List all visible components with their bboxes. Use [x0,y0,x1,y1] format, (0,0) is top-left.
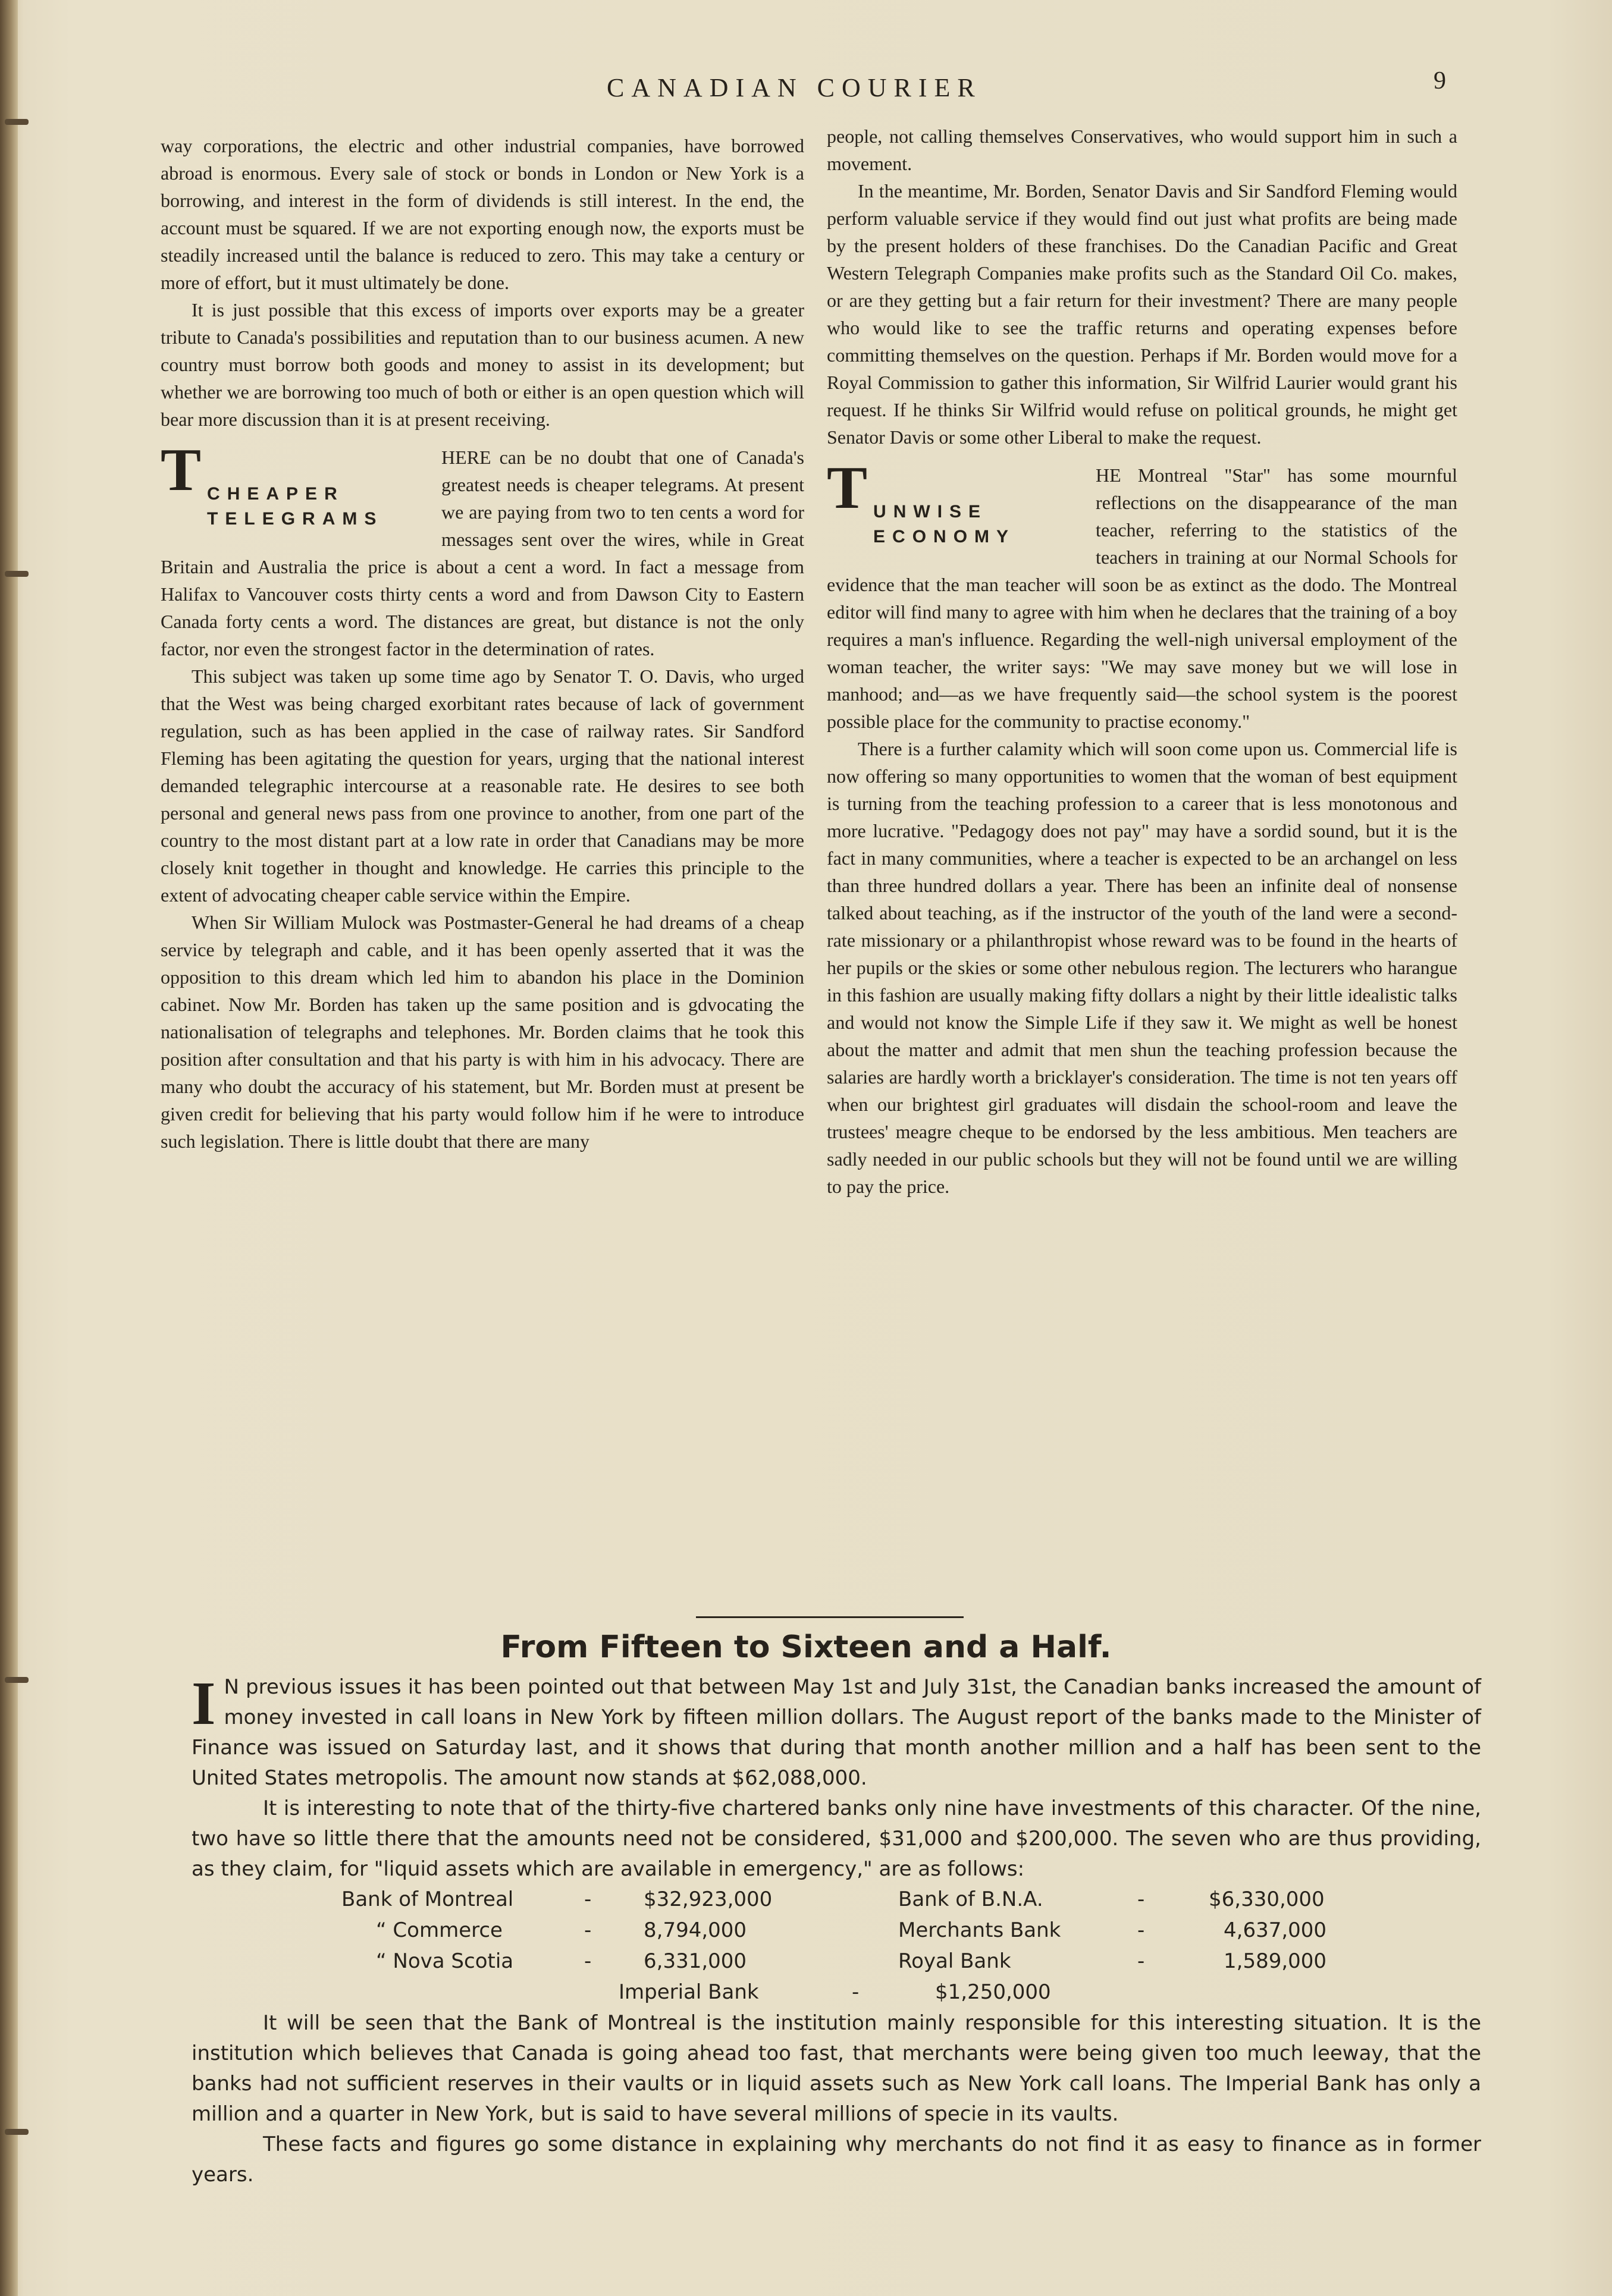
paragraph: It will be seen that the Bank of Montreal is the institution mainly responsible for this interesting situation. It is the institution which believes that Canada is going ahead too fast, that merchants were being given too much leeway, that the banks had not sufficient reserves in their vaults or in liquid assets such as New York call loans. The Imperial Bank has only a million and a quarter in New York, but is said to have several millions of specie in its vaults. [192,2011,1481,2126]
bank-name: Merchants Bank [898,1918,1061,1942]
binding-edge [0,0,18,2296]
paragraph: people, not calling themselves Conservatives, who would support him in such a movement. [827,125,1457,174]
bank-amount: 1,589,000 [1224,1949,1327,1973]
drop-cap: I [192,1669,216,1738]
bank-dash: - [852,1980,860,2004]
publication-title: CANADIAN COURIER [607,73,982,102]
paragraph: way corporations, the electric and other industrial companies, have borrowed abroad is enormous. Every sale of stock or bonds in London or New York is a borrowing, and interest in the form of dividends is still interest. In the end, the account must be squared. If we are not exporting enough now, the exports must be steadily increased until the balance is reduced to zero. This may take a century or more of effort, but it must ultimately be done. [161,135,804,293]
paragraph: In the meantime, Mr. Borden, Senator Davis and Sir Sandford Fleming would perform valuable service if they would find out just what profits are being made by the present holders of these franchises. Do the Canadian Pacific and Great Western Telegraph Companies make profits such as the Standard Oil Co. makes, or are they getting but a fair return for their investment? There are many people who would like to see the traffic returns and operating expenses before committing themselves on the question. Perhaps if Mr. Borden would move for a Royal Commission to gather this information, Sir Wilfrid Laurier would grant his request. If he thinks Sir Wilfrid would refuse on political grounds, he might get Senator Davis or some other Liberal to make the request. [827,180,1457,448]
bank-dash: - [584,1887,592,1911]
bank-dash: - [1137,1918,1145,1942]
bank-dash: - [584,1918,592,1942]
paragraph: It is just possible that this excess of imports over exports may be a greater tribute to Canada's possibilities and reputation than to our business acumen. A new country must borrow both goods and money to assist in its development; but whether we are borrowing too much of both or either is an open question which will bear more discussion than it is at present receiving. [161,299,804,430]
bank-name: Bank of Montreal [341,1887,514,1911]
bank-name: Royal Bank [898,1949,1011,1973]
bank-amount: $1,250,000 [935,1980,1051,2004]
bank-amount: $32,923,000 [644,1887,773,1911]
bank-table [192,1884,1481,2008]
paragraph: It is interesting to note that of the thirty-five chartered banks only nine have investments of this character. Of the nine, two have so little there that the amounts need not be considered, $31,000 and $200,000. The seven who are thus providing, as they claim, for "liquid assets which are available in emergency," are as follows: [192,1796,1481,1881]
feature-title: From Fifteen to Sixteen and a Half. [500,1629,1112,1665]
paragraph: N previous issues it has been pointed out that between May 1st and July 31st, the Canadian banks increased the amount of money invested in call loans in New York by fifteen million dollars. The August report of the banks made to the Minister of Finance was issued on Saturday last, and it shows that during that month another million and a half has been sent to the United States metropolis. The amount now stands at $62,088,000. [192,1675,1481,1790]
binding-mark [5,1677,29,1683]
bank-dash: - [584,1949,592,1973]
binding-mark [5,571,29,577]
page-number: 9 [1434,67,1446,95]
paragraph: HE Montreal "Star" has some mournful reflections on the disappearance of the man teacher, referring to the statistics of the teachers in training at our Normal Schools for evidence that the man teacher will soon be as extinct as the dodo. The Montreal editor will find many to agree with him when he declares that the training of a boy requires a man's influence. Regarding the well-nigh universal employment of the woman teacher, the writer says: "We may save money but we will lose in manhood; and—as we have frequently said—the school system is the poorest possible place for the community to practise economy." [827,464,1457,732]
bank-dash: - [1137,1949,1145,1973]
binding-mark [5,119,29,125]
bank-name: Imperial Bank [619,1980,759,2004]
right-column [827,123,1457,1200]
bank-name: “ Commerce [376,1918,503,1942]
bank-amount: 6,331,000 [644,1949,747,1973]
paragraph: HERE can be no doubt that one of Canada's greatest needs is cheaper telegrams. At present we are paying from two to ten cents a word for messages sent over the wires, while in Great Britain and Australia the price is about a cent a word. In fact a message from Halifax to Vancouver costs thirty cents a word and from Dawson City to Eastern Canada forty cents a word. The distances are great, but distance is not the only factor, nor even the strongest factor in the determination of rates. [161,447,804,659]
drop-cap: T [827,454,868,522]
bank-name: Bank of B.N.A. [898,1887,1043,1911]
bank-name: “ Nova Scotia [376,1949,514,1973]
paragraph: When Sir William Mulock was Postmaster-General he had dreams of a cheap service by telegraph and cable, and it has been openly asserted that it was the opposition to this dream which led him to abandon his place in the Dominion cabinet. Now Mr. Borden has taken up the same position and is gdvocating the nationalisation of telegraphs and telephones. Mr. Borden claims that he took this position after consultation and that his party is with him in his advocacy. There are many who doubt the accuracy of his statement, but Mr. Borden must at present be given credit for believing that his party would follow him if he were to introduce such legislation. There is little doubt that there are many [161,912,804,1152]
bank-amount: $6,330,000 [1209,1887,1325,1911]
section-heading: UNWISE ECONOMY [873,502,1016,546]
section-heading: CHEAPER TELEGRAMS [207,484,384,529]
paragraph: There is a further calamity which will soon come upon us. Commercial life is now offering so many opportunities to women that the woman of best equipment is turning from the teaching profession to a career that is less monotonous and more lucrative. "Pedagogy does not pay" may have a sordid sound, but it is the fact in many communities, where a teacher is expected to be an archangel on less than three hundred dollars a year. There has been an infinite deal of nonsense talked about teaching, as if the instructor of the youth of the land were a second-rate missionary or a philanthropist whose reward was to be found in the hearts of her pupils or the skies or some other nebulous region. The lecturers who harangue in this fashion are usually making fifty dollars a night by their little idealistic talks and would not know the Simple Life if they saw it. We might as well be honest about the matter and admit that men shun the teaching profession because the salaries are hardly worth a bricklayer's consideration. The time is not ten years off when our brightest girl graduates will disdain the school-room and leave the trustees' meagre cheque to be endorsed by the less ambitious. Men teachers are sadly needed in our public schools but they will not be found until we are willing to pay the price. [827,738,1457,1197]
divider-rule [696,1616,964,1618]
bank-amount: 8,794,000 [644,1918,747,1942]
paragraph: This subject was taken up some time ago by Senator T. O. Davis, who urged that the West was being charged exorbitant rates because of lack of government regulation, such as has been applied in the case of railway rates. Sir Sandford Fleming has been agitating the question for years, urging that the national interest demanded telegraphic intercourse at a reasonable rate. He desires to see both personal and general news pass from one province to another, from one part of the country to the most distant part at a low rate in order that Canadians may be more closely knit together in thought and knowledge. He carries this principle to the extent of advocating cheaper cable service within the Empire. [161,665,804,906]
drop-cap: T [161,436,202,504]
bank-amount: 4,637,000 [1224,1918,1327,1942]
bank-dash: - [1137,1887,1145,1911]
binding-mark [5,2129,29,2135]
paragraph: These facts and figures go some distance in explaining why merchants do not find it as easy to finance as in former years. [192,2132,1481,2187]
left-column [161,132,804,1155]
feature-article [192,1669,1481,2190]
